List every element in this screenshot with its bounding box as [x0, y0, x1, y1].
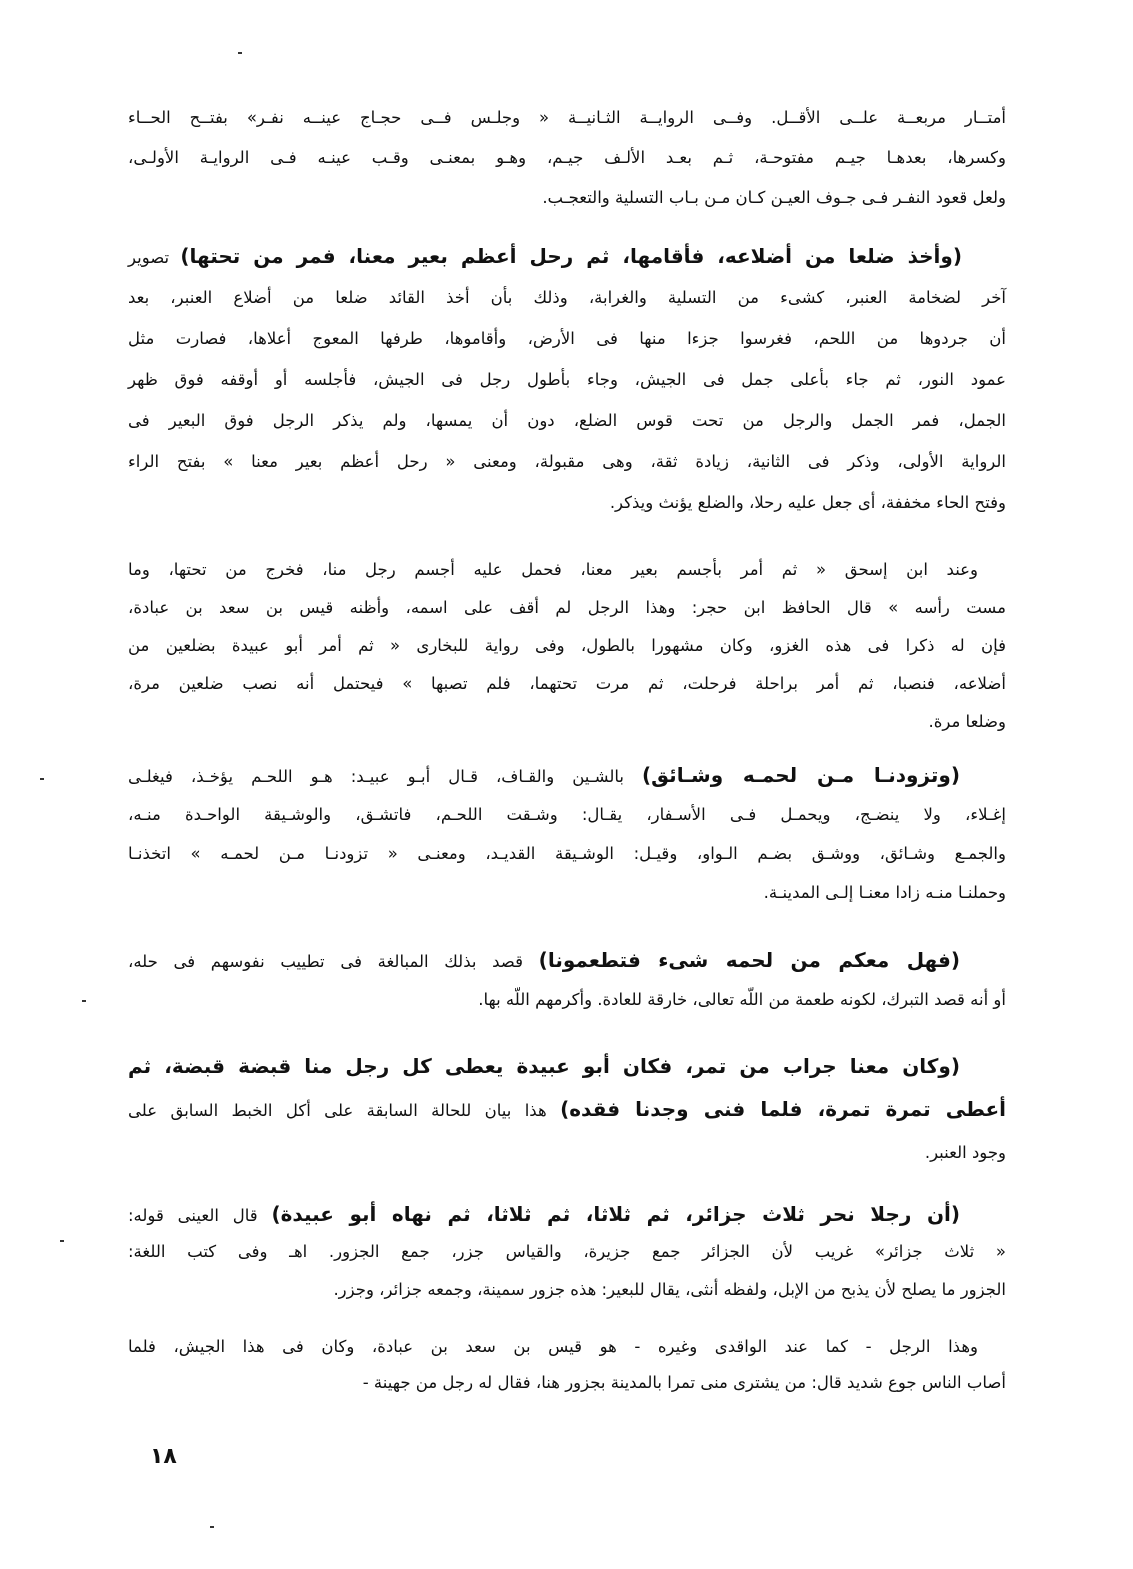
commentary-text: وجود العنبر. — [924, 1143, 1006, 1162]
text-line — [128, 359, 1006, 400]
paragraph — [128, 1195, 1006, 1309]
commentary-text: عمود النور، ثم جاء بأعلى جمل فى الجيش، وجاء بأطول رجل فى الجيش، فأجلسه أو أوقفه فوق ظهر — [128, 370, 1006, 389]
quoted-hadith-text: (أن رجلا نحر ثلاث جزائر، ثم ثلاثا، ثم ثلاثا، ثم نهاه أبو عبيدة) — [271, 1202, 961, 1226]
commentary-text: ولعل قعود النفـر فـى جـوف العيـن كـان مـن بـاب التسلية والتعجـب. — [542, 188, 1006, 207]
text-line — [128, 1329, 1006, 1365]
commentary-text: أضلاعه، فنصبا، ثم أمر براحلة فرحلت، ثم مرت تحتهما، فلم تصبها » فيحتمل أنه نصب ضلعين مرة، — [128, 674, 1006, 693]
text-line — [128, 834, 1006, 873]
commentary-text: وضلعا مرة. — [928, 712, 1006, 731]
text-line — [128, 482, 1006, 523]
text-line — [128, 1271, 1006, 1309]
commentary-text: بالشـين والقـاف، قـال أبـو عبيـد: هـو اللحـم يؤخـذ، فيغلـى — [128, 767, 643, 786]
commentary-text: وكسرها، بعدهـا جيـم مفتوحـة، ثـم بعـد الألـف جيـم، وهـو بمعنـى وقـب عينـه فـى الروايـة الأولـى، — [128, 148, 1006, 167]
text-line — [128, 665, 1006, 703]
text-line — [128, 940, 1006, 980]
paragraph — [128, 236, 1006, 523]
quoted-hadith-text: (فهل معكم من لحمه شىء فتطعمونا) — [538, 948, 960, 972]
commentary-text: فإن له ذكرا فى هذه الغزو، وكان مشهورا بالطول، وفى رواية للبخارى « ثم أمر أبو عبيدة بضلعين من — [128, 636, 1006, 655]
text-line — [128, 318, 1006, 359]
text-line — [128, 138, 1006, 178]
quoted-hadith-text: (وأخذ ضلعا من أضلاعه، فأقامها، ثم رحل أعظم بعير معنا، فمر من تحتها) — [180, 244, 962, 268]
commentary-text: أصاب الناس جوع شديد قال: من يشترى منى تمرا بالمدينة بجزور هنا، فقال له رجل من جهينة - — [362, 1373, 1006, 1392]
text-line — [128, 589, 1006, 627]
paragraph — [128, 98, 1006, 218]
commentary-text: مست رأسه » قال الحافظ ابن حجر: وهذا الرجل لم أقف على اسمه، وأظنه قيس بن سعد بن عبادة، — [128, 598, 1006, 617]
quoted-hadith-text: أعطى تمرة تمرة، فلما فنى وجدنا فقده) — [560, 1097, 1006, 1121]
commentary-text: الجزور ما يصلح لأن يذبح من الإبل، ولفظه أنثى، يقال للبعير: هذه جزور سمينة، وجمعه جزائر، وجزر. — [333, 1280, 1006, 1299]
text-line — [128, 1195, 1006, 1233]
commentary-text: الرواية الأولى، وذكر فى الثانية، زيادة ثقة، وهى مقبولة، ومعنى « رحل أعظم بعير معنا » بفتح الراء — [128, 452, 1006, 471]
scan-speck — [238, 52, 242, 54]
commentary-text: والجمـع وشـائق، ووشـق بضـم الـواو، وقيـل: الوشـيقة القديـد، ومعنـى « تزودنـا مـن لحمـه » اتخذنـا — [128, 844, 1006, 863]
quoted-hadith-text: (وتزودنـا مـن لحمـه وشـائق) — [642, 763, 960, 787]
commentary-text: آخر لضخامة العنبر، كشىء من التسلية والغرابة، وذلك بأن أخذ القائد ضلعا من أضلاع العنبر، بعد — [128, 288, 1006, 307]
text-line — [128, 400, 1006, 441]
text-line — [128, 98, 1006, 138]
text-line — [128, 178, 1006, 218]
commentary-text: أمتــار مربعــة علــى الأقــل. وفــى الروايــة الثـانيــة « وجلـس فــى حجـاج عينــه نفـر» بفتــح الحــاء — [128, 108, 1006, 127]
text-line — [128, 236, 1006, 277]
text-line — [128, 756, 1006, 795]
paragraph — [128, 756, 1006, 912]
commentary-text: وحملنـا منـه زادا معنـا إلـى المدينـة. — [763, 883, 1006, 902]
text-line — [128, 1045, 1006, 1088]
paragraph — [128, 551, 1006, 741]
commentary-text: قال العينى قوله: — [128, 1206, 272, 1225]
text-line — [128, 980, 1006, 1020]
scan-speck — [210, 1526, 214, 1528]
commentary-text: وعند ابن إسحق « ثم أمر بأجسم بعير معنا، فحمل عليه أجسم رجل منا، فخرج من تحتها، وما — [128, 560, 978, 579]
scan-speck — [60, 1240, 64, 1242]
commentary-text: تصوير — [128, 248, 181, 267]
commentary-text: وفتح الحاء مخففة، أى جعل عليه رحلا، والضلع يؤنث ويذكر. — [609, 493, 1006, 512]
text-line — [128, 627, 1006, 665]
commentary-text: أو أنه قصد التبرك، لكونه طعمة من اللّه تعالى، خارقة للعادة. وأكرمهم اللّه بها. — [478, 990, 1006, 1009]
text-line — [128, 1233, 1006, 1271]
text-line — [128, 1088, 1006, 1131]
quoted-hadith-text: (وكان معنا جراب من تمر، فكان أبو عبيدة يعطى كل رجل منا قبضة قبضة، ثم — [128, 1054, 960, 1078]
commentary-text: أن جردوها من اللحم، فغرسوا جزءا منها فى الأرض، وأقاموها، طرفها المعوج أعلاها، فصارت مثل — [128, 329, 1006, 348]
scan-speck — [40, 778, 44, 780]
paragraph — [128, 940, 1006, 1020]
text-line — [128, 441, 1006, 482]
text-line — [128, 795, 1006, 834]
scan-speck — [82, 1000, 86, 1002]
commentary-text: « ثلاث جزائر» غريب لأن الجزائر جمع جزيرة، والقياس جزر، جمع الجزور. اهـ وفى كتب اللغة: — [128, 1242, 1006, 1261]
commentary-text: الجمل، فمر الجمل والرجل من تحت قوس الضلع، دون أن يمسها، ولم يذكر الرجل فوق البعير فى — [128, 411, 1006, 430]
text-line — [128, 277, 1006, 318]
commentary-text: إغـلاء، ولا ينضـج، ويحمـل فـى الأسـفار، يقـال: وشـقت اللحـم، فاتشـق، والوشـيقة الواحـدة منـه، — [128, 805, 1006, 824]
text-line — [128, 1131, 1006, 1174]
paragraph — [128, 1045, 1006, 1174]
text-line — [128, 1365, 1006, 1401]
paragraph — [128, 1329, 1006, 1401]
text-line — [128, 703, 1006, 741]
text-line — [128, 551, 1006, 589]
text-line — [128, 873, 1006, 912]
page-number: ١٨ — [150, 1444, 177, 1469]
commentary-text: هذا بيان للحالة السابقة على أكل الخبط السابق على — [128, 1101, 561, 1120]
commentary-text: قصد بذلك المبالغة فى تطييب نفوسهم فى حله، — [128, 952, 539, 971]
commentary-text: وهذا الرجل - كما عند الواقدى وغيره - هو قيس بن سعد بن عبادة، وكان فى هذا الجيش، فلما — [128, 1337, 978, 1356]
